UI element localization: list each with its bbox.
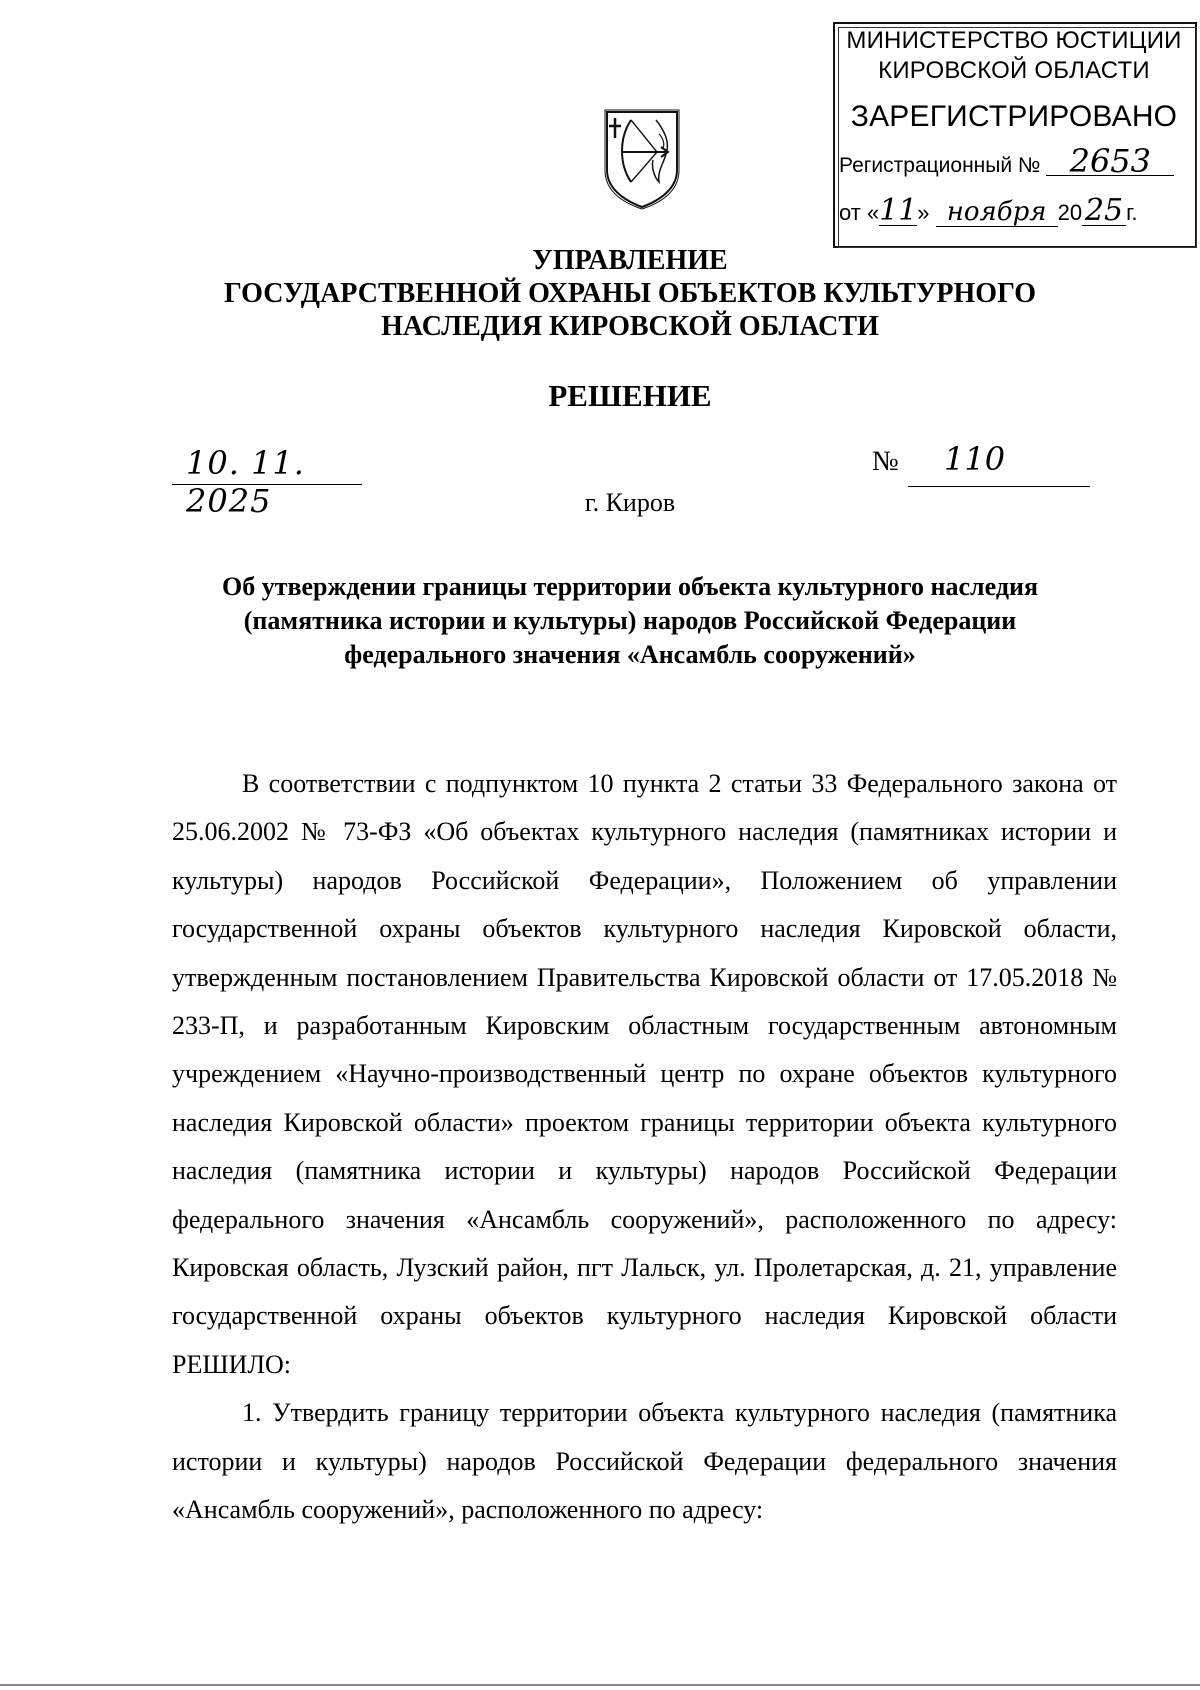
decision-number: 110 (944, 440, 1006, 478)
decision-number-row (872, 440, 1092, 486)
stamp-ministry-line2: КИРОВСКОЙ ОБЛАСТИ (878, 57, 1150, 84)
city-line: г. Киров (584, 488, 676, 517)
stamp-reg-label: Регистрационный № (839, 154, 1041, 177)
authority-name-line3: НАСЛЕДИЯ КИРОВСКОЙ ОБЛАСТИ (381, 311, 879, 342)
registration-stamp (833, 22, 1195, 246)
decision-subject (150, 570, 1110, 672)
decision-number-field (908, 440, 1090, 487)
authority-name-line2: ГОСУДАРСТВЕННОЙ ОХРАНЫ ОБЪЕКТОВ КУЛЬТУРНОГО (224, 278, 1036, 309)
stamp-date-row (839, 193, 1191, 233)
coat-of-arms-icon (601, 108, 683, 210)
stamp-registration-row (839, 142, 1189, 186)
stamp-quote-close: » (917, 200, 930, 225)
stamp-year-prefix: 20 (1057, 200, 1083, 225)
decision-date: 10. 11. 2025 (186, 444, 305, 520)
stamp-reg-number: 2653 (1046, 147, 1174, 176)
stamp-ministry-line1: МИНИСТЕРСТВО ЮСТИЦИИ (846, 27, 1182, 54)
stamp-status: ЗАРЕГИСТРИРОВАНО (850, 100, 1178, 133)
stamp-from-label: от (839, 200, 861, 225)
subject-line2: (памятника истории и культуры) народов Российской Федерации (243, 606, 1017, 635)
stamp-year-unit: г. (1126, 200, 1138, 225)
decision-date-field (172, 440, 362, 520)
subject-line1: Об утверждении границы территории объекта культурного наследия (221, 572, 1039, 601)
stamp-day: 11 (879, 193, 918, 228)
subject-line3: федерального значения «Ансамбль сооружений» (344, 640, 916, 669)
preamble-paragraph: В соответствии с подпунктом 10 пункта 2 статьи 33 Федерального закона от 25.06.2002 № 73-ФЗ «Об объектах культурного наследия (памятниках истории и культуры) народов Российской Федерации», Положением об управлении государственной охраны объектов культурного наследия Кировской области, утвержденным постановлением Правительства Кировской области от 17.05.2018 № 233-П, и разработанным Кировским областным государственным автономным учреждением «Научно-производственный центр по охране объектов культурного наследия Кировской области» проектом границы территории объекта культурного наследия (памятника истории и культуры) народов Российской Федерации федерального значения «Ансамбль сооружений», расположенного по адресу: Кировская область, Лузский район, пгт Лальск, ул. Пролетарская, д. 21, управление государственной охраны объектов культурного наследия Кировской области РЕШИЛО: (172, 769, 1117, 1379)
decision-item-1: 1. Утвердить границу территории объекта культурного наследия (памятника истории и культуры) народов Российской Федерации федерального значения «Ансамбль сооружений», расположенного по адресу: (172, 1398, 1117, 1525)
document-type-title: РЕШЕНИЕ (548, 378, 712, 413)
decision-body (172, 760, 1117, 1535)
stamp-year-suffix: 25 (1082, 197, 1126, 226)
number-sign: № (872, 446, 899, 477)
stamp-month: ноября (936, 198, 1058, 227)
scan-bottom-edge (0, 1684, 1200, 1686)
authority-name-line1: УПРАВЛЕНИЕ (532, 245, 728, 276)
stamp-quote-open: « (866, 200, 880, 225)
